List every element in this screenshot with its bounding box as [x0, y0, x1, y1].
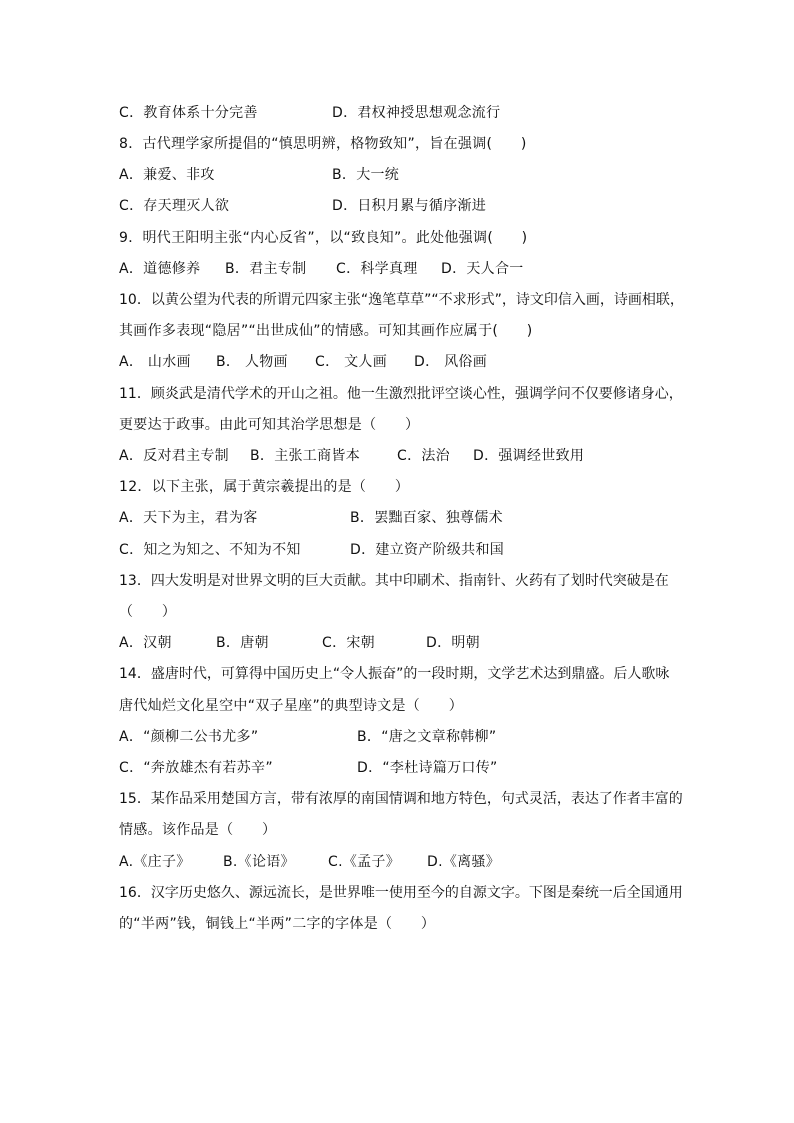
q10-option-b: B． 人物画 [216, 354, 288, 370]
q8-option-d: D．日积月累与循序渐进 [332, 198, 487, 214]
q15-option-c: C.《孟子》 [328, 854, 401, 870]
q11-option-d: D．强调经世致用 [473, 448, 585, 464]
q8-stem: 8．古代理学家所提倡的“慎思明辨，格物致知”，旨在强调( ) [119, 136, 527, 152]
q15-option-d: D.《离骚》 [427, 854, 501, 870]
q12-option-b: B．罢黜百家、独尊儒术 [350, 510, 503, 526]
q13-stem-line2: （ ） [119, 604, 177, 620]
q12-option-d: D．建立资产阶级共和国 [350, 542, 505, 558]
q15-stem-line1: 15．某作品采用楚国方言，带有浓厚的南国情调和地方特色，句式灵活，表达了作者丰富的 [119, 791, 683, 807]
q9-option-b: B．君主专制 [225, 261, 307, 277]
q8-option-b: B．大一统 [332, 167, 400, 183]
q14-option-c: C．“奔放雄杰有若苏辛” [119, 760, 273, 776]
q8-option-c: C．存天理灭人欲 [119, 198, 230, 214]
q13-option-c: C．宋朝 [322, 635, 375, 651]
q9-option-d: D．天人合一 [441, 261, 524, 277]
q15-stem-line2: 情感。该作品是（ ） [119, 822, 277, 838]
q10-stem-line2: 其画作多表现“隐居”“出世成仙”的情感。可知其画作应属于( ) [119, 323, 533, 339]
q11-option-a: A．反对君主专制 [119, 448, 229, 464]
q15-option-b: B.《论语》 [223, 854, 295, 870]
q13-option-a: A．汉朝 [119, 635, 172, 651]
q12-option-a: A．天下为主，君为客 [119, 510, 258, 526]
q14-stem-line2: 唐代灿烂文化星空中“双子星座”的典型诗文是（ ） [119, 698, 464, 714]
q12-stem: 12．以下主张，属于黄宗羲提出的是（ ） [119, 479, 410, 495]
q14-option-a: A．“颜柳二公书尤多” [119, 729, 259, 745]
q16-stem-line1: 16．汉字历史悠久、源远流长，是世界唯一使用至今的自源文字。下图是秦统一后全国通用 [119, 885, 683, 901]
q11-option-c: C．法治 [397, 448, 450, 464]
q14-stem-line1: 14．盛唐时代，可算得中国历史上“令人振奋”的一段时期，文学艺术达到鼎盛。后人歌咏 [119, 666, 670, 682]
q16-stem-line2: 的“半两”钱，铜钱上“半两”二字的字体是（ ） [119, 916, 436, 932]
q13-stem-line1: 13．四大发明是对世界文明的巨大贡献。其中印刷术、指南针、火药有了划时代突破是在 [119, 573, 669, 589]
q7-option-d: D．君权神授思想观念流行 [332, 105, 501, 121]
q13-option-b: B．唐朝 [216, 635, 269, 651]
q11-option-b: B．主张工商皆本 [250, 448, 361, 464]
q10-option-a: A． 山水画 [119, 354, 191, 370]
q8-option-a: A．兼爱、非攻 [119, 167, 215, 183]
q13-option-d: D．明朝 [426, 635, 480, 651]
q9-option-a: A．道德修养 [119, 261, 201, 277]
q9-option-c: C．科学真理 [336, 261, 418, 277]
q10-stem-line1: 10．以黄公望为代表的所谓元四家主张“逸笔草草”“不求形式”，诗文印信入画，诗画相联， [119, 292, 684, 308]
q10-option-d: D． 风俗画 [414, 354, 488, 370]
q9-stem: 9．明代王阳明主张“内心反省”，以“致良知”。此处他强调( ) [119, 230, 528, 246]
q14-option-d: D．“李杜诗篇万口传” [357, 760, 498, 776]
q10-option-c: C． 文人画 [315, 354, 388, 370]
q15-option-a: A.《庄子》 [119, 854, 191, 870]
q12-option-c: C．知之为知之、不知为不知 [119, 542, 301, 558]
q11-stem-line1: 11．顾炎武是清代学术的开山之祖。他一生激烈批评空谈心性，强调学问不仅要修诸身心， [119, 386, 683, 402]
q11-stem-line2: 更要达于政事。由此可知其治学思想是（ ） [119, 417, 420, 433]
q14-option-b: B．“唐之文章称韩柳” [357, 729, 497, 745]
q7-option-c: C．教育体系十分完善 [119, 105, 258, 121]
